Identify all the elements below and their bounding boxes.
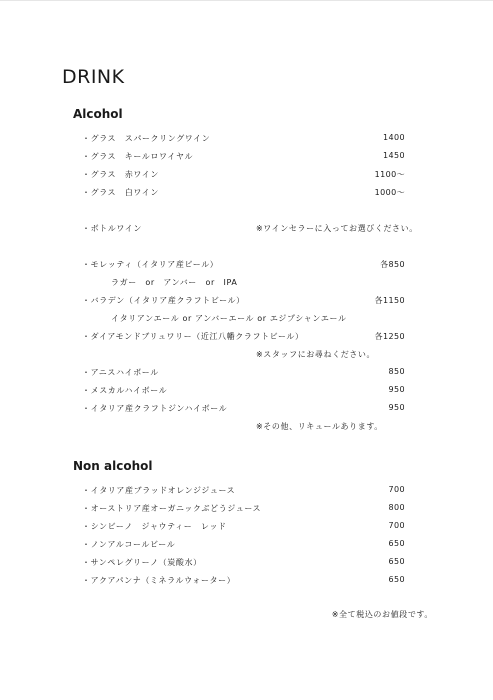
menu-item-name: ・グラス 赤ワイン	[82, 170, 159, 179]
menu-note: ※スタッフにお尋ねください。	[256, 350, 376, 359]
menu-item-price: 700	[388, 485, 405, 494]
menu-item-options: ラガー or アンバー or IPA	[111, 278, 238, 287]
menu-item-price: 1100～	[374, 170, 405, 179]
menu-item-name: ・イタリア産クラフトジンハイボール	[82, 404, 228, 413]
menu-item-name: ・オーストリア産オーガニックぶどうジュース	[82, 504, 262, 513]
menu-item-price: 950	[388, 403, 405, 412]
menu-item-name: ・モレッティ（イタリア産ビール）	[82, 260, 219, 269]
menu-item-price: 700	[388, 521, 405, 530]
menu-item-name: ・サンペレグリーノ（炭酸水）	[82, 558, 202, 567]
menu-item-name: ・ボトルワイン	[82, 224, 142, 233]
page-title: DRINK	[62, 66, 125, 88]
menu-item-price: 1400	[383, 133, 405, 142]
menu-item-price: 650	[388, 539, 405, 548]
menu-item-name: ・アニスハイボール	[82, 368, 159, 377]
section-heading-alcohol: Alcohol	[73, 107, 123, 121]
menu-item-name: ・メスカルハイボール	[82, 386, 168, 395]
menu-item-name: ・グラス キールロワイヤル	[82, 152, 194, 161]
menu-item-name: ・ノンアルコールビール	[82, 540, 176, 549]
menu-item-price: 1000～	[374, 188, 405, 197]
menu-item-price: 各1150	[374, 296, 405, 305]
menu-item-price: 650	[388, 557, 405, 566]
menu-item-name: ・シンビーノ ジャウティー レッド	[82, 522, 227, 531]
menu-item-price: 850	[388, 367, 405, 376]
section-heading-non-alcohol: Non alcohol	[73, 459, 153, 473]
menu-item-price: 650	[388, 575, 405, 584]
menu-note: ※その他、リキュールあります。	[256, 422, 383, 431]
tax-note: ※全て税込のお値段です。	[331, 610, 433, 619]
menu-item-name: ・イタリア産ブラッドオレンジジュース	[82, 486, 236, 495]
menu-item-price: 各850	[380, 260, 405, 269]
menu-item-name: ・グラス スパークリングワイン	[82, 134, 211, 143]
menu-item-options: イタリアンエール or アンバーエール or エジプシャンエール	[111, 314, 347, 323]
menu-item-name: ・アクアパンナ（ミネラルウォーター）	[82, 576, 236, 585]
menu-item-name: ・バラデン（イタリア産クラフトビール）	[82, 296, 245, 305]
menu-item-price: 950	[388, 385, 405, 394]
menu-note: ※ワインセラーに入ってお選びください。	[256, 224, 418, 233]
menu-item-name: ・ダイアモンドブリュワリー（近江八幡クラフトビール）	[82, 332, 304, 341]
top-divider	[0, 0, 493, 1]
menu-item-price: 1450	[383, 151, 405, 160]
menu-item-name: ・グラス 白ワイン	[82, 188, 159, 197]
menu-item-price: 800	[388, 503, 405, 512]
menu-item-price: 各1250	[374, 332, 405, 341]
